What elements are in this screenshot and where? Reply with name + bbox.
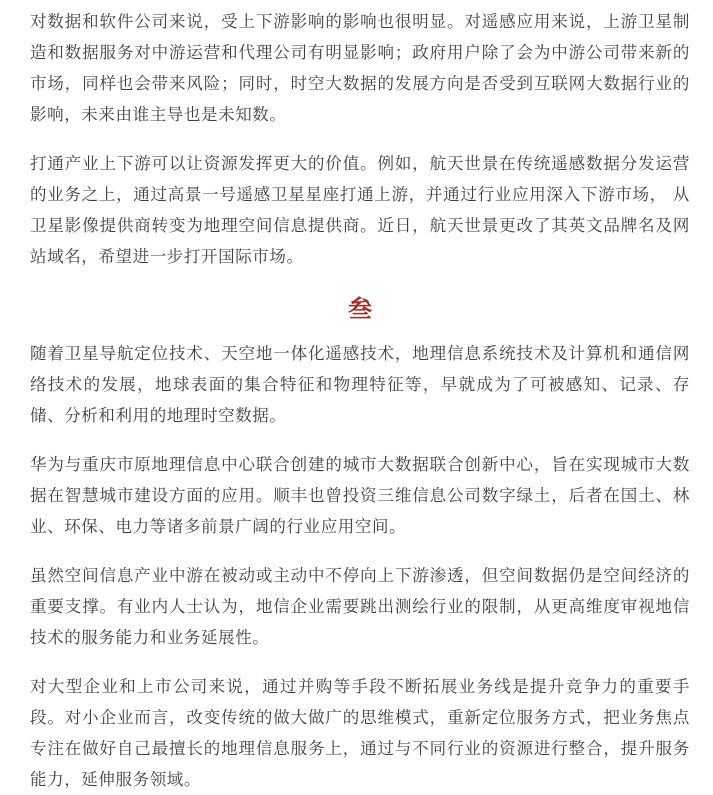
paragraph-industry-integration: 打通产业上下游可以让资源发挥更大的价值。例如，航天世景在传统遥感数据分发运营的业务之上，通过高景一号遥感卫星星座打通上游，并通过行业应用深入下游市场， 从卫星影像提供商转变为地理空间信息提供商。近日，航天世景更改了其英文品牌名及网站域名，希望进一步打开国际市场。 <box>30 154 690 266</box>
paragraph-spatiotemporal-data: 随着卫星导航定位技术、天空地一体化遥感技术，地理信息系统技术及计算机和通信网络技术的发展，地球表面的集合特征和物理特征等，早就成为了可被感知、记录、存储、分析和利用的地理时空数据。 <box>30 344 690 425</box>
article-body <box>30 0 690 795</box>
paragraph-downstream-impact: 对数据和软件公司来说，受上下游影响的影响也很明显。对遥感应用来说，上游卫星制造和数据服务对中游运营和代理公司有明显影响；政府用户除了会为中游公司带来新的市场，同样也会带来风险；同时，时空大数据的发展方向是否受到互联网大数据行业的影响，未来由谁主导也是未知数。 <box>30 12 690 124</box>
paragraph-smart-city-cases: 华为与重庆市原地理信息中心联合创建的城市大数据联合创新中心，旨在实现城市大数据在智慧城市建设方面的应用。顺丰也曾投资三维信息公司数字绿土，后者在国土、林业、环保、电力等诸多前景广阔的行业应用空间。 <box>30 455 690 536</box>
section-marker-three: 叁 <box>348 294 372 323</box>
paragraph-midstream-penetration: 虽然空间信息产业中游在被动或主动中不停向上下游渗透，但空间数据仍是空间经济的重要支撑。有业内人士认为，地信企业需要跳出测绘行业的限制，从更高维度审视地信技术的服务能力和业务延展性。 <box>30 566 690 647</box>
paragraph-enterprise-strategy: 对大型企业和上市公司来说，通过并购等手段不断拓展业务线是提升竞争力的重要手段。对小企业而言，改变传统的做大做广的思维模式，重新定位服务方式，把业务焦点专注在做好自己最擅长的地理信息服务上，通过与不同行业的资源进行整合，提升服务能力，延伸服务领域。 <box>30 677 690 789</box>
